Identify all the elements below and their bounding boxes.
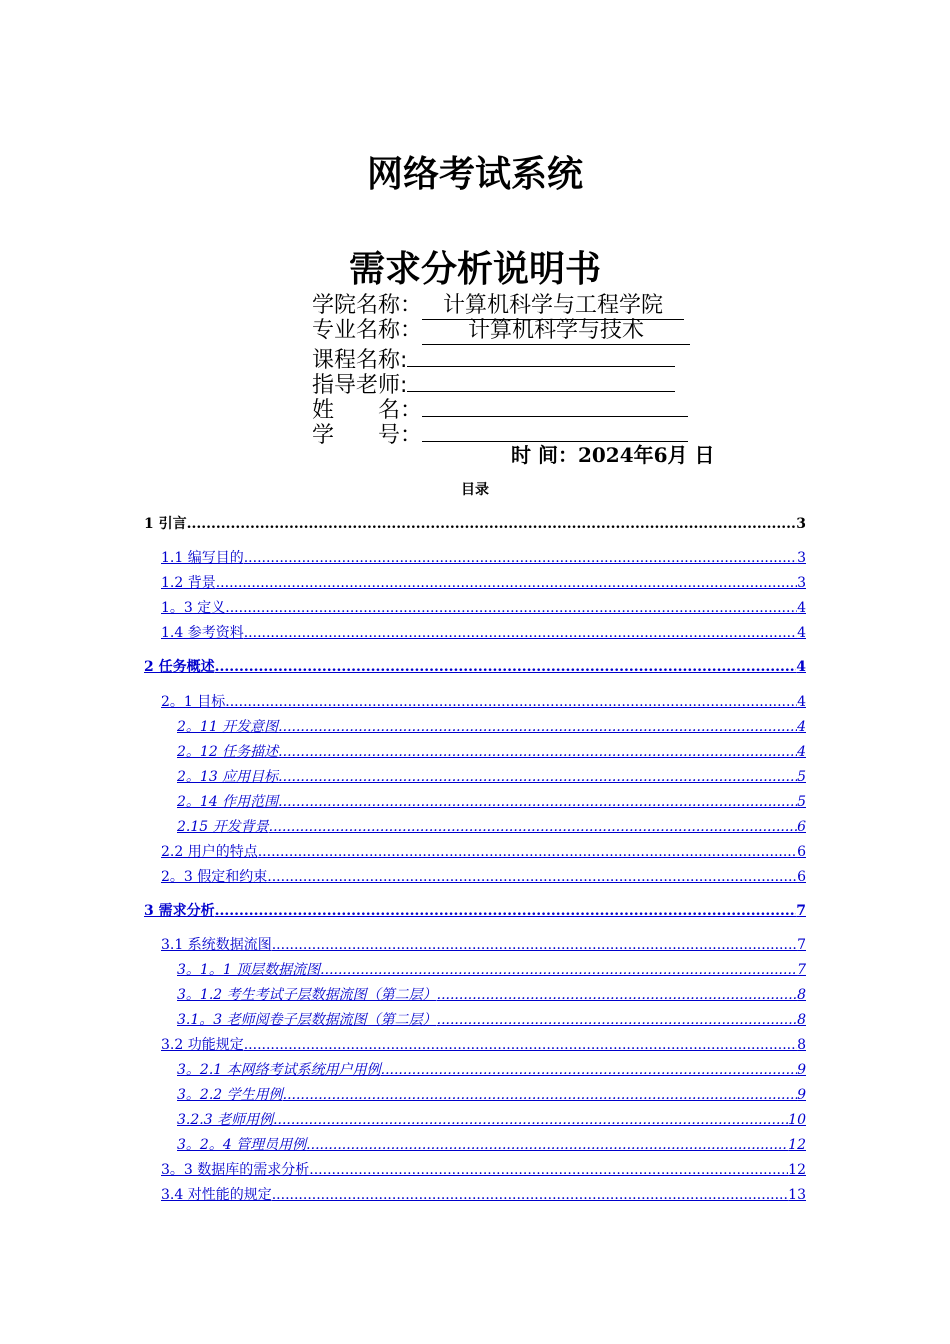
toc-dot-leader	[244, 1036, 797, 1054]
toc-entry-page: 10	[788, 1112, 806, 1128]
major-row	[312, 318, 690, 345]
toc-entry-page: 3	[797, 575, 806, 591]
toc-entry-page: 8	[797, 1012, 806, 1028]
toc-entry-title: 3。1.2 考生考试子层数据流图（第二层）	[177, 987, 437, 1003]
toc-entry-title: 3.1 系统数据流图	[161, 937, 272, 953]
toc-entry-page: 5	[797, 794, 806, 810]
toc-entry-page: 4	[797, 744, 806, 760]
toc-entry-2[interactable]	[144, 658, 806, 676]
toc-entry-title: 3 需求分析	[144, 903, 215, 919]
toc-entry-title: 1.2 背景	[161, 575, 216, 591]
toc-entry-page: 9	[797, 1062, 806, 1078]
toc-entry-1-4[interactable]	[161, 624, 806, 642]
toc-dot-leader	[272, 936, 797, 954]
toc-dot-leader	[187, 515, 797, 533]
toc-entry-3-1-3[interactable]	[177, 1011, 806, 1029]
toc-entry-title: 1。3 定义	[161, 600, 226, 616]
toc-entry-1-2[interactable]	[161, 574, 806, 592]
toc-entry-title: 2。11 开发意图	[177, 719, 279, 735]
toc-entry-page: 13	[788, 1187, 806, 1203]
college-label: 学院名称：	[312, 293, 423, 318]
toc-entry-3-2-1[interactable]	[177, 1061, 806, 1079]
toc-entry-page: 4	[797, 694, 806, 710]
toc-dot-leader	[283, 1086, 797, 1104]
document-title: 网络考试系统	[366, 154, 583, 195]
toc-dot-leader	[244, 624, 797, 642]
toc-dot-leader	[267, 868, 797, 886]
toc-entry-page: 7	[796, 903, 806, 919]
toc-entry-3-2[interactable]	[161, 1036, 806, 1054]
college-row	[312, 293, 684, 320]
toc-entry-page: 6	[797, 819, 806, 835]
toc-dot-leader	[258, 843, 797, 861]
toc-entry-title: 3。1。1 顶层数据流图	[177, 962, 321, 978]
toc-entry-title: 2 任务概述	[144, 659, 215, 675]
student-id-value	[422, 419, 688, 442]
toc-entry-page: 6	[797, 869, 806, 885]
major-value: 计算机科学与技术	[422, 318, 690, 345]
toc-dot-leader	[215, 658, 797, 676]
toc-entry-2-12[interactable]	[177, 743, 806, 761]
toc-entry-title: 3。2。4 管理员用例	[177, 1137, 307, 1153]
toc-entry-title: 3.1。3 老师阅卷子层数据流图（第二层）	[177, 1012, 437, 1028]
toc-entry-page: 7	[797, 962, 806, 978]
toc-entry-page: 4	[797, 600, 806, 616]
college-value: 计算机科学与工程学院	[422, 293, 684, 320]
major-label: 专业名称：	[312, 318, 423, 343]
toc-entry-page: 8	[797, 1037, 806, 1053]
toc-entry-2-2[interactable]	[161, 843, 806, 861]
toc-entry-title: 3。3 数据库的需求分析	[161, 1162, 310, 1178]
toc-entry-page: 12	[788, 1137, 806, 1153]
toc-dot-leader	[306, 1136, 788, 1154]
toc-entry-page: 3	[796, 516, 806, 532]
toc-dot-leader	[215, 902, 797, 920]
toc-entry-page: 9	[797, 1087, 806, 1103]
toc-entry-1[interactable]	[144, 515, 806, 533]
toc-entry-3-4[interactable]	[161, 1186, 806, 1204]
toc-entry-1-1[interactable]	[161, 549, 806, 567]
toc-entry-3-2-3[interactable]	[177, 1111, 806, 1129]
toc-dot-leader	[225, 693, 797, 711]
toc-entry-2-15[interactable]	[177, 818, 806, 836]
student-name-label: 姓 名：	[312, 398, 423, 423]
toc-dot-leader	[437, 1011, 797, 1029]
toc-entry-page: 3	[797, 550, 806, 566]
toc-entry-title: 3.4 对性能的规定	[161, 1187, 272, 1203]
toc-entry-page: 12	[788, 1162, 806, 1178]
toc-entry-page: 7	[797, 937, 806, 953]
toc-entry-title: 2。3 假定和约束	[161, 869, 268, 885]
toc-entry-2-1[interactable]	[161, 693, 806, 711]
toc-entry-page: 5	[797, 769, 806, 785]
toc-entry-title: 1.1 编写目的	[161, 550, 244, 566]
toc-entry-title: 2。13 应用目标	[177, 769, 279, 785]
document-subtitle: 需求分析说明书	[348, 249, 601, 290]
toc-entry-page: 8	[797, 987, 806, 1003]
course-value	[407, 344, 675, 367]
toc-entry-title: 3。2.1 本网络考试系统用户用例	[177, 1062, 381, 1078]
toc-dot-leader	[437, 986, 797, 1004]
toc-entry-page: 4	[797, 719, 806, 735]
toc-entry-1-3[interactable]	[161, 599, 806, 617]
toc-entry-2-14[interactable]	[177, 793, 806, 811]
toc-dot-leader	[272, 1186, 788, 1204]
toc-dot-leader	[381, 1061, 797, 1079]
toc-entry-3-1[interactable]	[161, 936, 806, 954]
toc-entry-2-3[interactable]	[161, 868, 806, 886]
toc-dot-leader	[278, 793, 797, 811]
student-id-label: 学 号：	[312, 423, 423, 448]
toc-dot-leader	[278, 718, 797, 736]
toc-entry-title: 1 引言	[144, 516, 187, 532]
toc-entry-2-13[interactable]	[177, 768, 806, 786]
toc-dot-leader	[244, 549, 797, 567]
toc-title: 目录	[461, 482, 489, 498]
toc-entry-title: 2.15 开发背景	[177, 819, 269, 835]
toc-dot-leader	[225, 599, 797, 617]
toc-entry-title: 3。2.2 学生用例	[177, 1087, 283, 1103]
toc-entry-2-11[interactable]	[177, 718, 806, 736]
toc-entry-title: 2。1 目标	[161, 694, 226, 710]
toc-dot-leader	[273, 1111, 788, 1129]
toc-dot-leader	[269, 818, 797, 836]
toc-dot-leader	[320, 961, 797, 979]
toc-entry-3[interactable]	[144, 902, 806, 920]
toc-entry-title: 1.4 参考资料	[161, 625, 244, 641]
toc-entry-title: 2。12 任务描述	[177, 744, 279, 760]
toc-entry-title: 3.2.3 老师用例	[177, 1112, 274, 1128]
toc-dot-leader	[309, 1161, 788, 1179]
toc-entry-title: 2。14 作用范围	[177, 794, 279, 810]
toc-entry-page: 4	[796, 659, 806, 675]
toc-entry-3-1-1[interactable]	[177, 961, 806, 979]
teacher-label: 指导老师:	[312, 373, 408, 398]
toc-dot-leader	[278, 743, 797, 761]
toc-entry-page: 6	[797, 844, 806, 860]
toc-entry-title: 3.2 功能规定	[161, 1037, 244, 1053]
toc-dot-leader	[216, 574, 797, 592]
toc-entry-title: 2.2 用户的特点	[161, 844, 258, 860]
course-label: 课程名称:	[312, 348, 408, 373]
toc-entry-3-3[interactable]	[161, 1161, 806, 1179]
toc-entry-3-1-2[interactable]	[177, 986, 806, 1004]
toc-dot-leader	[278, 768, 797, 786]
toc-entry-3-2-4[interactable]	[177, 1136, 806, 1154]
student-name-value	[422, 394, 688, 417]
toc-entry-3-2-2[interactable]	[177, 1086, 806, 1104]
toc-entry-page: 4	[797, 625, 806, 641]
teacher-value	[407, 369, 675, 392]
date-line: 时 间：2024年6月 日	[511, 443, 715, 467]
